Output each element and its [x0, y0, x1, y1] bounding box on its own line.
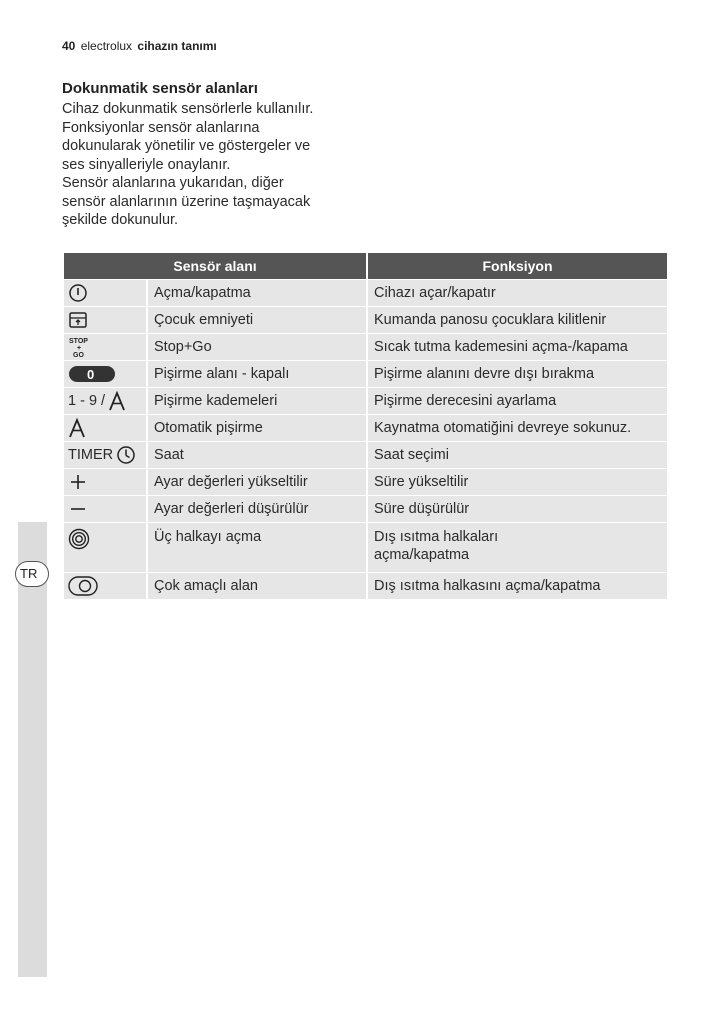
intro-line: şekilde dokunulur. [62, 212, 179, 228]
sensor-name: Otomatik pişirme [148, 415, 366, 441]
table-row [64, 523, 667, 572]
table-row [64, 442, 667, 468]
sensor-function: Kaynatma otomatiğini devreye sokunuz. [368, 415, 667, 441]
intro-line: ses sinyalleriyle onaylanır. [62, 156, 231, 173]
header-function: Fonksiyon [368, 253, 667, 279]
sensor-symbol [64, 280, 146, 306]
sensor-name: Açma/kapatma [148, 280, 366, 306]
power-icon [68, 283, 88, 303]
zone-off-icon [68, 365, 116, 383]
sensor-name: Çocuk emniyeti [148, 307, 366, 333]
table-row [64, 573, 667, 599]
sensor-function: Sıcak tutma kademesini açma-/kapama [368, 334, 667, 360]
sensor-function: Dış ısıtma halkasını açma/kapatma [368, 573, 667, 599]
intro-line: sensör alanlarının üzerine taşmayacak [62, 193, 311, 210]
function-line: Dış ısıtma halkaları [374, 529, 499, 545]
auto-icon [108, 391, 126, 411]
brand-name: electrolux [80, 39, 133, 53]
page-header [62, 39, 217, 53]
table-row [64, 469, 667, 495]
zone-off-digit: 0 [87, 367, 95, 382]
sensor-function [368, 523, 667, 572]
auto-icon [68, 418, 86, 438]
intro-line: Cihaz dokunmatik sensörlerle kullanılır. [62, 101, 314, 117]
sensor-function: Cihazı açar/kapatır [368, 280, 667, 306]
triple-ring-icon [68, 528, 90, 550]
level-range-text: 1 - 9 / [68, 393, 106, 409]
sensor-name: Stop+Go [148, 334, 366, 360]
side-margin-bar [18, 522, 47, 977]
stop-go-label-bottom: GO [73, 352, 84, 359]
table-row [64, 415, 667, 441]
intro-line: Fonksiyonlar sensör alanlarına [62, 119, 260, 136]
sensor-function: Pişirme derecesini ayarlama [368, 388, 667, 414]
intro-line: dokunularak yönetilir ve göstergeler ve [62, 138, 311, 154]
intro-paragraph [62, 100, 362, 230]
sensor-symbol [64, 573, 146, 599]
sensor-function: Süre düşürülür [368, 496, 667, 522]
sensor-name: Ayar değerleri düşürülür [148, 496, 366, 522]
sensor-symbol [64, 469, 146, 495]
section-title: Dokunmatik sensör alanları [62, 80, 258, 97]
sensor-function: Süre yükseltilir [368, 469, 667, 495]
table-row [64, 361, 667, 387]
sensor-symbol [64, 496, 146, 522]
sensor-name: Üç halkayı açma [148, 523, 366, 572]
minus-icon [68, 499, 88, 519]
sensor-function: Pişirme alanını devre dışı bırakma [368, 361, 667, 387]
timer-text: TIMER [68, 447, 114, 463]
function-line: açma/kapatma [374, 547, 470, 563]
table-row [64, 334, 667, 360]
multi-zone-icon [68, 576, 98, 596]
page-number: 40 [62, 39, 76, 53]
sensor-function: Kumanda panosu çocuklara kilitlenir [368, 307, 667, 333]
sensor-symbol [64, 334, 146, 360]
sensor-table [62, 252, 669, 600]
child-lock-icon [68, 310, 88, 330]
table-header-row [64, 253, 667, 279]
sensor-symbol [64, 415, 146, 441]
table-row [64, 280, 667, 306]
clock-icon [116, 445, 136, 465]
table-row [64, 496, 667, 522]
plus-icon [68, 472, 88, 492]
sensor-symbol [64, 388, 146, 414]
sensor-name: Pişirme kademeleri [148, 388, 366, 414]
sensor-name: Çok amaçlı alan [148, 573, 366, 599]
sensor-symbol [64, 307, 146, 333]
intro-line: Sensör alanlarına yukarıdan, diğer [62, 175, 284, 191]
sensor-symbol [64, 361, 146, 387]
stop-go-icon [68, 335, 92, 359]
table-row [64, 307, 667, 333]
sensor-name: Saat [148, 442, 366, 468]
sensor-name: Ayar değerleri yükseltilir [148, 469, 366, 495]
stop-go-label-plus: + [77, 345, 82, 352]
stop-go-label-top: STOP [69, 338, 88, 345]
section-name: cihazın tanımı [137, 39, 217, 53]
sensor-name: Pişirme alanı - kapalı [148, 361, 366, 387]
sensor-symbol [64, 442, 146, 468]
header-sensor: Sensör alanı [64, 253, 366, 279]
language-tab: TR [15, 561, 49, 587]
sensor-symbol [64, 523, 146, 572]
sensor-function: Saat seçimi [368, 442, 667, 468]
table-row [64, 388, 667, 414]
